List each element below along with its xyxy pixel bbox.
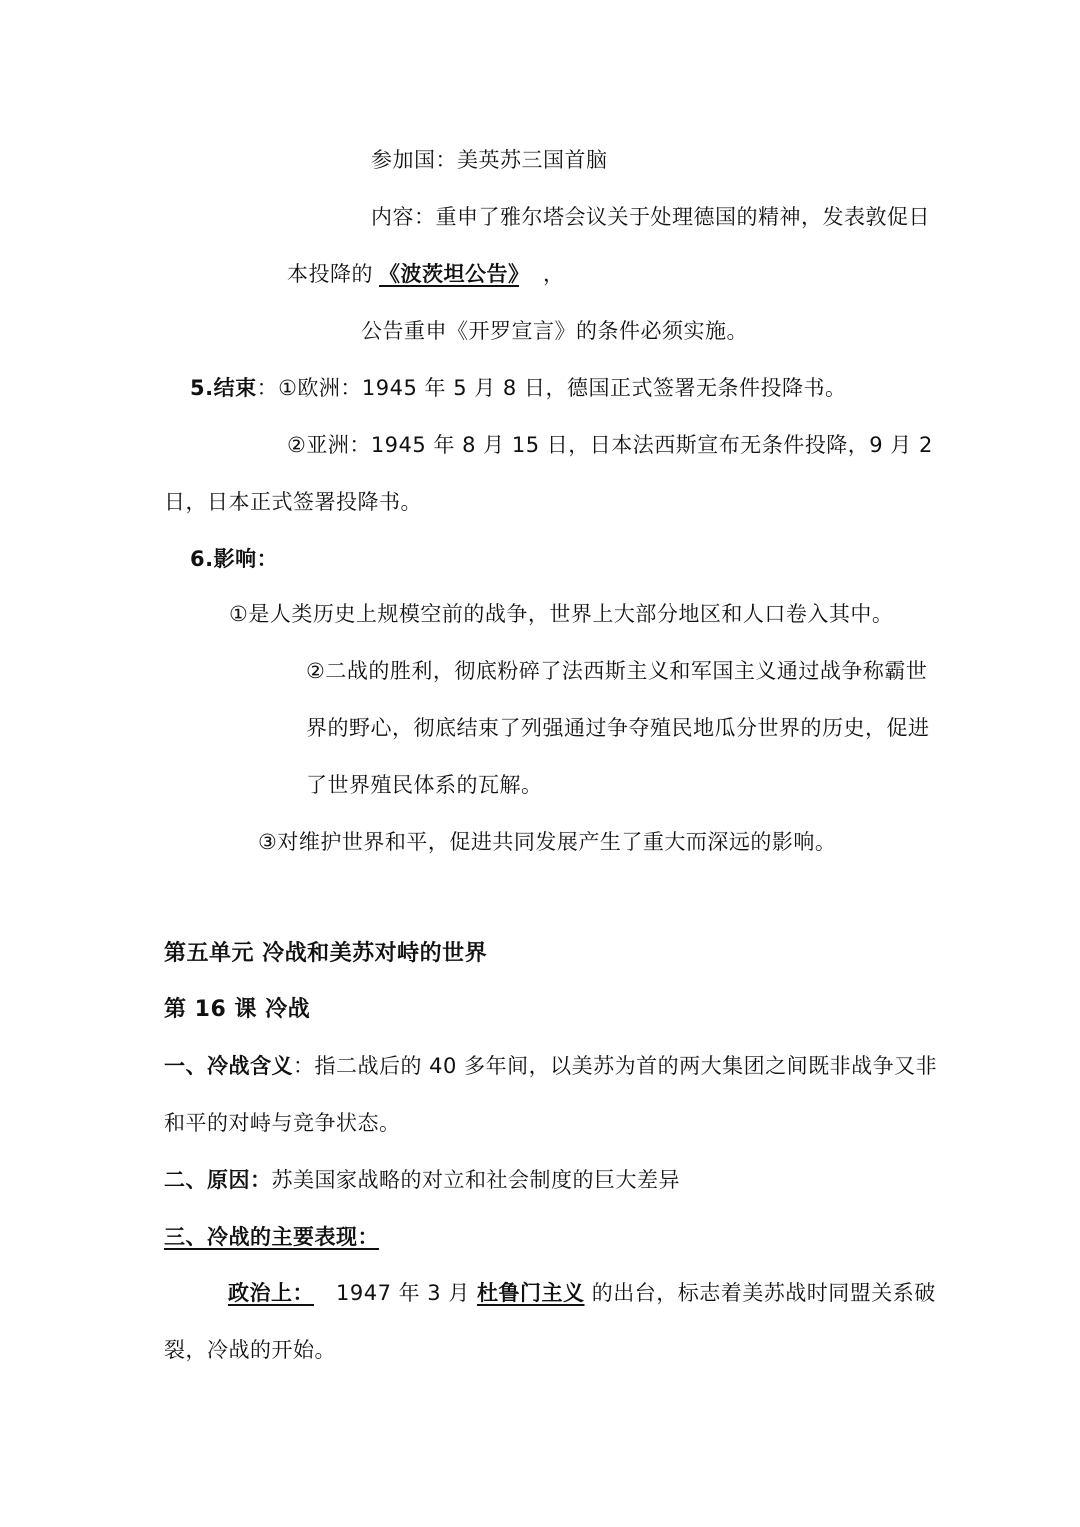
politics-text-a: 1947 年 3 月 bbox=[336, 1281, 478, 1305]
end-asia-line-2: 日，日本正式签署投降书。 bbox=[164, 490, 422, 514]
end-label: 5.结束 bbox=[190, 376, 257, 400]
participants-line: 参加国：美英苏三国首脑 bbox=[371, 148, 608, 172]
lesson-title: 第 16 课 冷战 bbox=[164, 997, 311, 1022]
impact-item-3: ③对维护世界和平，促进共同发展产生了重大而深远的影响。 bbox=[258, 830, 837, 854]
cause-text: 苏美国家战略的对立和社会制度的巨大差异 bbox=[271, 1168, 680, 1192]
content-prefix: 本投降的 bbox=[287, 262, 373, 286]
politics-line-2: 裂，冷战的开始。 bbox=[164, 1338, 336, 1362]
definition-label: 一、冷战含义 bbox=[164, 1054, 293, 1078]
politics-text-b: 的出台，标志着美苏战时同盟关系破 bbox=[584, 1281, 936, 1305]
impact-item-2-line-3: 了世界殖民体系的瓦解。 bbox=[306, 773, 543, 797]
main-manifestations-label: 三、冷战的主要表现： bbox=[164, 1225, 379, 1249]
content-line-2 bbox=[287, 260, 565, 288]
coldwar-definition-line-1 bbox=[164, 1052, 937, 1080]
truman-doctrine: 杜鲁门主义 bbox=[477, 1281, 585, 1305]
content-line-1: 内容：重申了雅尔塔会议关于处理德国的精神，发表敦促日 bbox=[371, 205, 930, 229]
main-manifestations-line bbox=[164, 1223, 385, 1251]
cause-label: 二、原因： bbox=[164, 1168, 272, 1192]
coldwar-cause-line bbox=[164, 1166, 680, 1194]
definition-text: ：指二战后的 40 多年间，以美苏为首的两大集团之间既非战争又非 bbox=[293, 1054, 938, 1078]
politics-label: 政治上： bbox=[228, 1281, 314, 1305]
impact-item-2-line-2: 界的野心，彻底结束了列强通过争夺殖民地瓜分世界的历史，促进 bbox=[306, 716, 930, 740]
unit-title: 第五单元 冷战和美苏对峙的世界 bbox=[164, 941, 488, 966]
content-line-3: 公告重申《开罗宣言》的条件必须实施。 bbox=[361, 319, 748, 343]
coldwar-definition-line-2: 和平的对峙与竞争状态。 bbox=[164, 1111, 401, 1135]
end-asia-line-1: ②亚洲：1945 年 8 月 15 日，日本法西斯宣布无条件投降，9 月 2 bbox=[287, 433, 933, 457]
content-suffix: ， bbox=[543, 262, 565, 286]
end-europe-line bbox=[190, 374, 846, 402]
impact-item-2-line-1: ②二战的胜利，彻底粉碎了法西斯主义和军国主义通过战争称霸世 bbox=[306, 659, 928, 683]
impact-label: 6.影响： bbox=[190, 547, 279, 571]
impact-item-1: ①是人类历史上规模空前的战争，世界上大部分地区和人口卷入其中。 bbox=[229, 602, 894, 626]
potsdam-declaration-title: 《波茨坦公告》 bbox=[379, 262, 519, 286]
politics-line-1 bbox=[228, 1279, 936, 1307]
end-europe-text: ：①欧洲：1945 年 5 月 8 日，德国正式签署无条件投降书。 bbox=[256, 376, 847, 400]
